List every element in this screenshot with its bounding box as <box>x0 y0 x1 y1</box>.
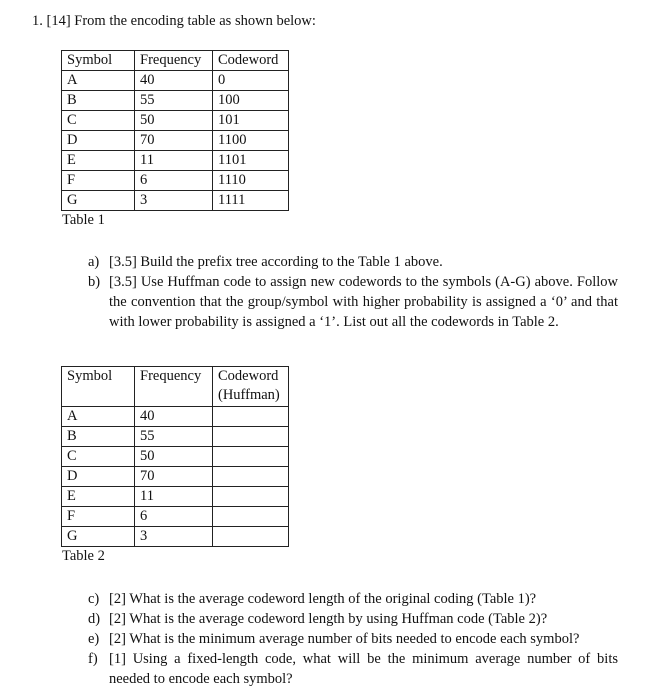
symbol-cell: D <box>62 131 135 151</box>
frequency-cell: 40 <box>135 71 213 91</box>
codeword-cell: 1100 <box>213 131 289 151</box>
symbol-cell: E <box>62 487 135 507</box>
part-b <box>88 272 618 332</box>
part-text: [2] What is the average codeword length of the original coding (Table 1)? <box>109 591 537 607</box>
table-row <box>62 467 289 487</box>
table-row <box>62 71 289 91</box>
part-e <box>88 629 618 649</box>
part-text: [2] What is the minimum average number of bits needed to encode each symbol? <box>109 631 580 647</box>
part-c <box>88 589 618 609</box>
part-text: [3.5] Use Huffman code to assign new codewords to the symbols (A-G) above. Follow the convention that the group/symbol with higher probability is assigned a ‘0’ and that with lower probability is assigned a ‘1’. List out all the codewords in Table 2. <box>109 274 618 330</box>
header-line: (Huffman) <box>218 387 280 403</box>
symbol-cell: C <box>62 447 135 467</box>
part-f <box>88 649 618 689</box>
header-cell <box>213 367 289 407</box>
table-row <box>62 507 289 527</box>
part-label: b) <box>88 274 101 290</box>
header-cell: Frequency <box>135 51 213 71</box>
codeword-cell: 100 <box>213 91 289 111</box>
frequency-cell: 70 <box>135 131 213 151</box>
frequency-cell: 11 <box>135 487 213 507</box>
frequency-cell: 50 <box>135 111 213 131</box>
codeword-cell: 101 <box>213 111 289 131</box>
codeword-cell[interactable] <box>213 527 289 547</box>
symbol-cell: B <box>62 427 135 447</box>
symbol-cell: G <box>62 527 135 547</box>
symbol-cell: B <box>62 91 135 111</box>
frequency-cell: 55 <box>135 91 213 111</box>
table-row <box>62 447 289 467</box>
table-1-caption: Table 1 <box>62 212 105 228</box>
symbol-cell: F <box>62 171 135 191</box>
part-a <box>88 252 618 272</box>
header-line: Codeword <box>218 368 279 384</box>
codeword-cell[interactable] <box>213 427 289 447</box>
codeword-cell: 1111 <box>213 191 289 211</box>
part-d <box>88 609 618 629</box>
codeword-cell[interactable] <box>213 487 289 507</box>
frequency-cell: 3 <box>135 527 213 547</box>
table-row <box>62 527 289 547</box>
symbol-cell: A <box>62 71 135 91</box>
part-text: [3.5] Build the prefix tree according to the Table 1 above. <box>109 254 443 270</box>
encoding-table-1 <box>61 50 289 211</box>
frequency-cell: 55 <box>135 427 213 447</box>
frequency-cell: 70 <box>135 467 213 487</box>
frequency-cell: 40 <box>135 407 213 427</box>
huffman-table-2 <box>61 366 289 547</box>
codeword-cell[interactable] <box>213 407 289 427</box>
part-label: e) <box>88 631 100 647</box>
symbol-cell: D <box>62 467 135 487</box>
question-header: 1. [14] From the encoding table as shown below: <box>32 13 316 29</box>
table-2-caption: Table 2 <box>62 548 105 564</box>
table-row <box>62 427 289 447</box>
symbol-cell: G <box>62 191 135 211</box>
frequency-cell: 6 <box>135 507 213 527</box>
codeword-cell[interactable] <box>213 467 289 487</box>
table-row <box>62 171 289 191</box>
symbol-cell: C <box>62 111 135 131</box>
frequency-cell: 11 <box>135 151 213 171</box>
symbol-cell: F <box>62 507 135 527</box>
frequency-cell: 50 <box>135 447 213 467</box>
header-cell: Symbol <box>62 367 135 407</box>
table-row <box>62 91 289 111</box>
part-label: c) <box>88 591 100 607</box>
table-row <box>62 191 289 211</box>
table-row <box>62 151 289 171</box>
table-header-row <box>62 51 289 71</box>
frequency-cell: 6 <box>135 171 213 191</box>
table-row <box>62 407 289 427</box>
header-cell: Symbol <box>62 51 135 71</box>
table-row <box>62 487 289 507</box>
header-cell: Frequency <box>135 367 213 407</box>
codeword-cell: 1110 <box>213 171 289 191</box>
codeword-cell: 1101 <box>213 151 289 171</box>
frequency-cell: 3 <box>135 191 213 211</box>
part-label: d) <box>88 611 101 627</box>
codeword-cell[interactable] <box>213 507 289 527</box>
part-text: [1] Using a fixed-length code, what will be the minimum average number of bits needed to encode each symbol? <box>109 651 618 687</box>
part-text: [2] What is the average codeword length by using Huffman code (Table 2)? <box>109 611 548 627</box>
symbol-cell: E <box>62 151 135 171</box>
table-row <box>62 111 289 131</box>
codeword-cell: 0 <box>213 71 289 91</box>
part-label: f) <box>88 651 98 667</box>
codeword-cell[interactable] <box>213 447 289 467</box>
part-label: a) <box>88 254 100 270</box>
table-row <box>62 131 289 151</box>
header-cell: Codeword <box>213 51 289 71</box>
symbol-cell: A <box>62 407 135 427</box>
table-header-row <box>62 367 289 407</box>
